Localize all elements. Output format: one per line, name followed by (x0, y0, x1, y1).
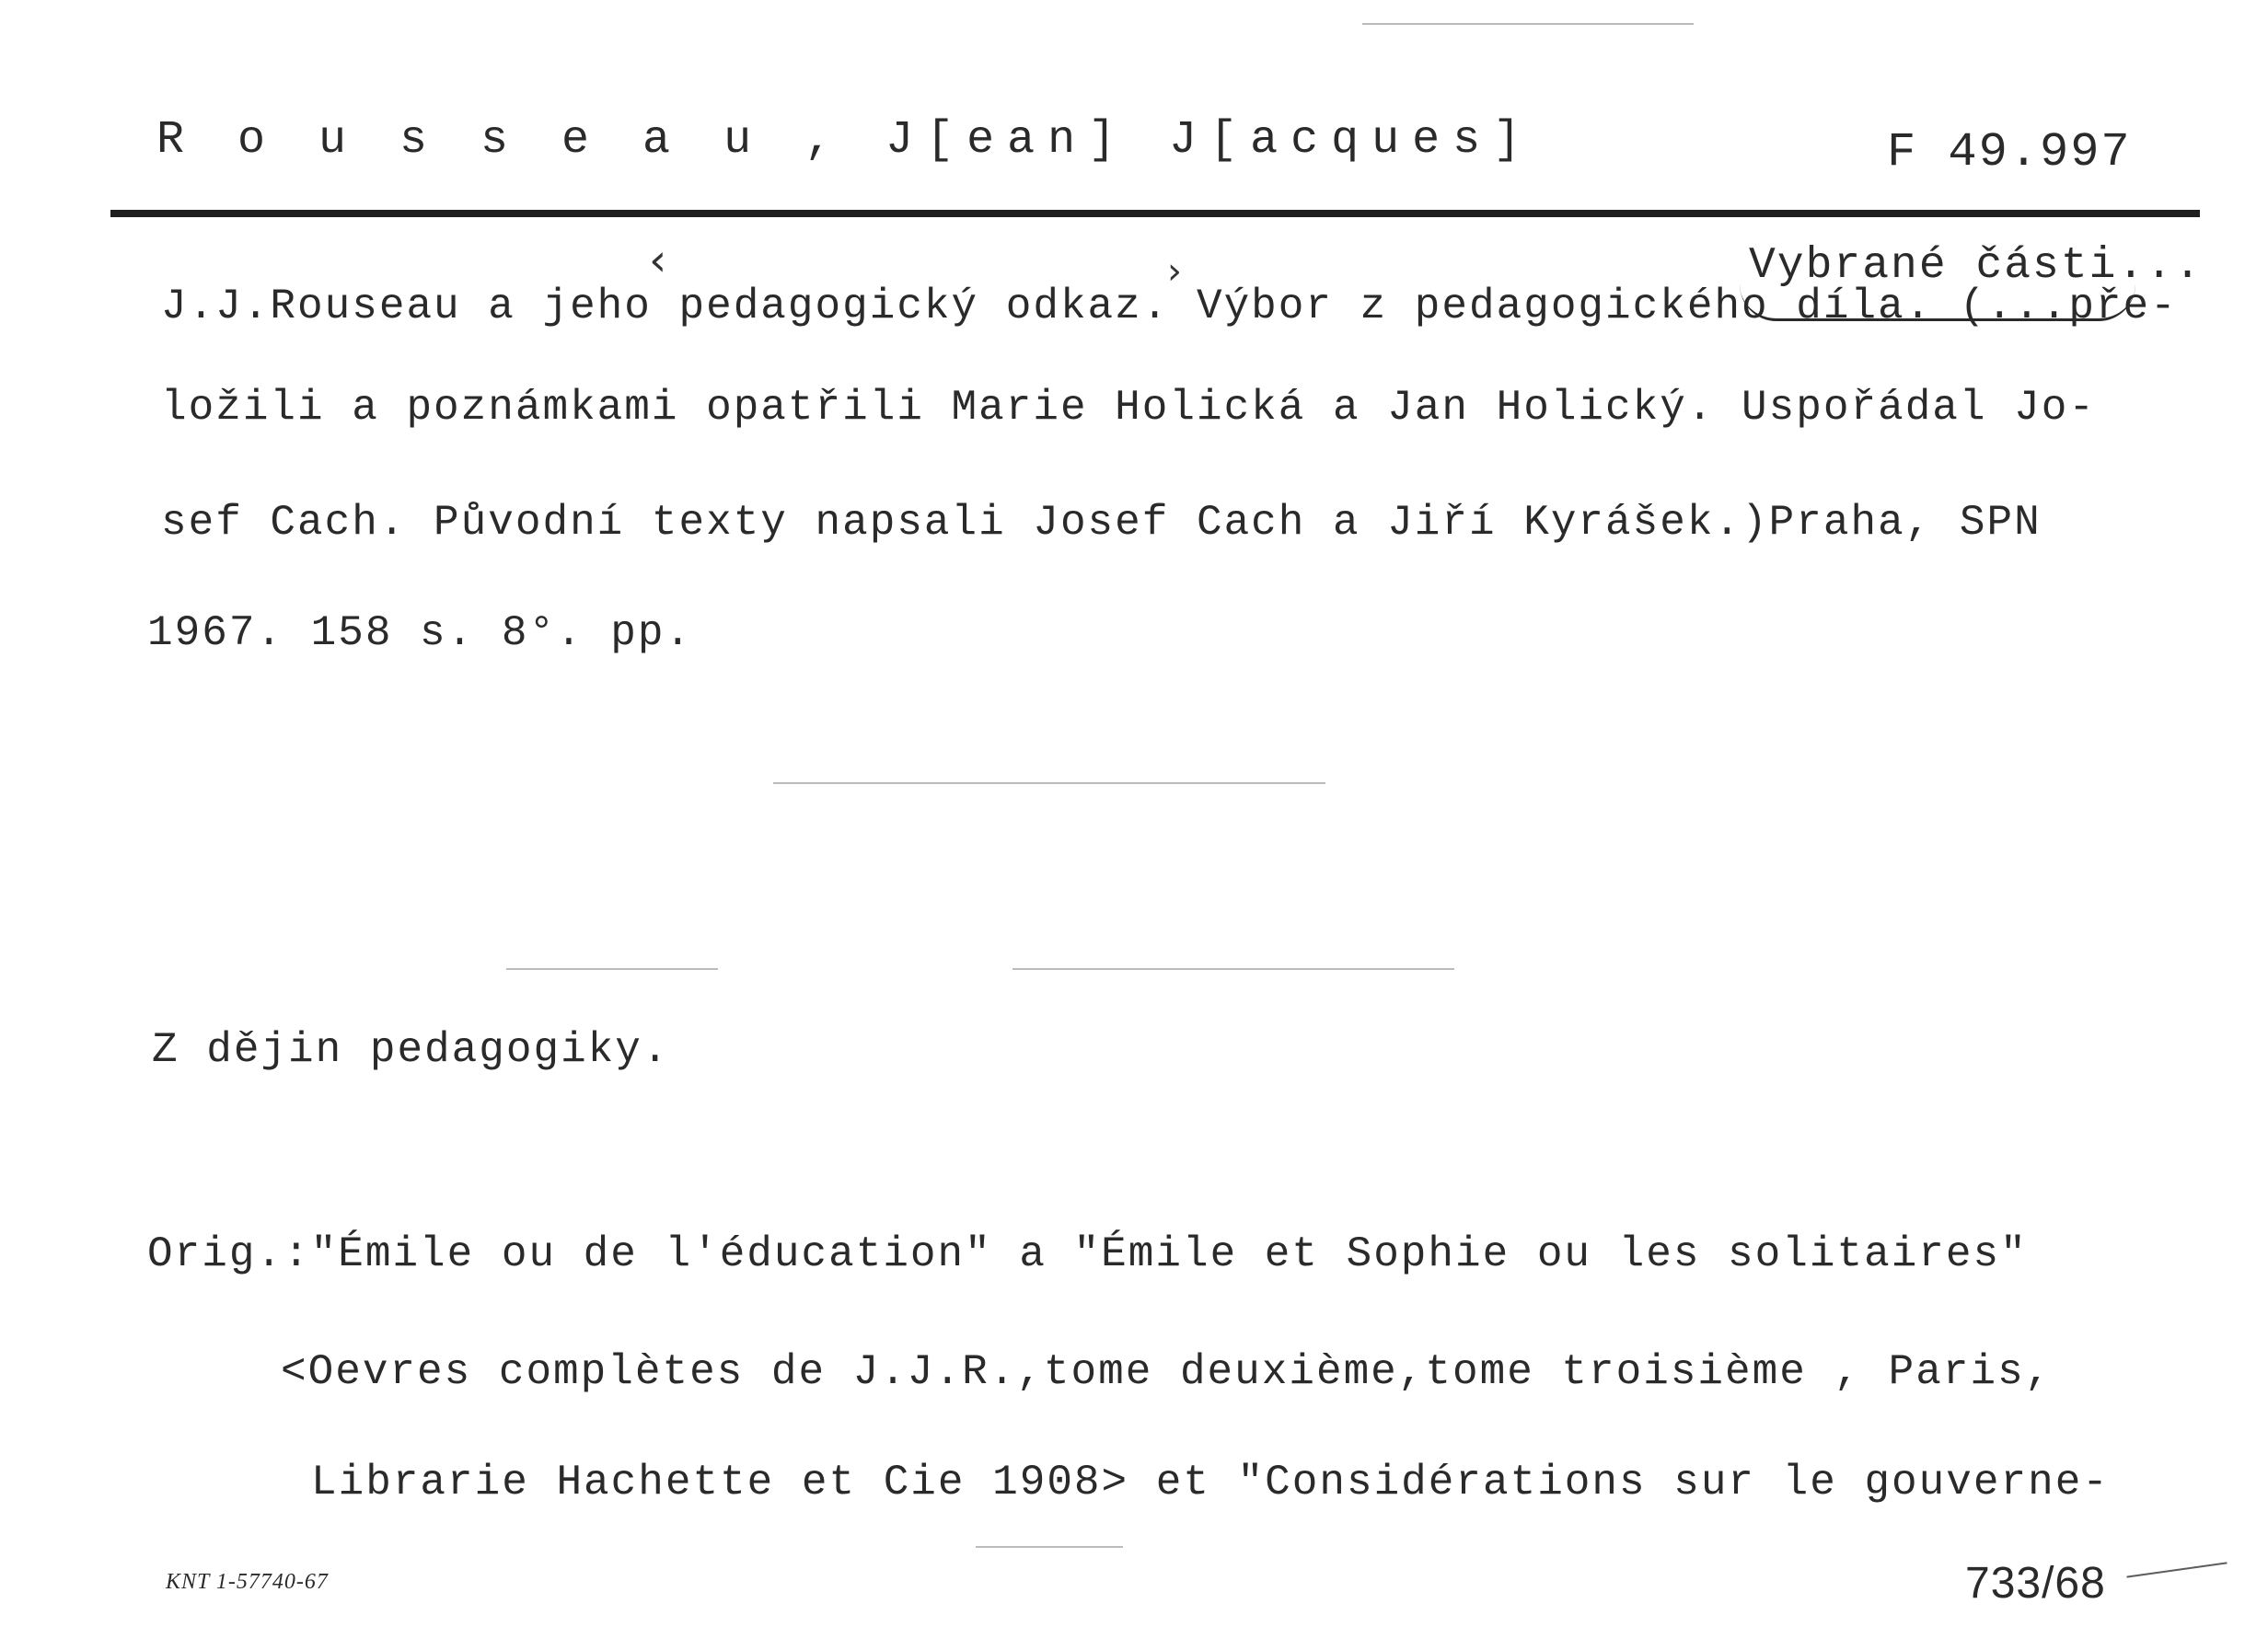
editorial-mark-close: › (1167, 250, 1182, 293)
handwritten-note: Vybrané části... (1749, 241, 2203, 291)
scan-speck (1362, 23, 1694, 25)
scan-speck (506, 968, 718, 970)
original-title-line-2: <Oevres complètes de J.J.R.,tome deuxième,tome troisième , Paris, (281, 1348, 2053, 1396)
accession-number: 733/68 (1965, 1559, 2106, 1608)
print-code: KNT 1-57740-67 (166, 1570, 329, 1594)
author-heading: R o u s s e a u , J[ean] J[acques] (156, 114, 1534, 167)
original-title-line-3: Librarie Hachette et Cie 1908> et "Considérations sur le gouverne- (311, 1459, 2110, 1506)
original-title-line-1: Orig.:"Émile ou de l'éducation" a "Émile et Sophie ou les solitaires" (147, 1230, 2028, 1278)
scan-speck (773, 782, 1325, 784)
editorial-mark-open: ‹ (649, 235, 667, 286)
series-note: Z dějin pedagogiky. (152, 1026, 670, 1074)
heading-rule (110, 210, 2200, 217)
body-line-4: 1967. 158 s. 8°. pp. (147, 609, 693, 657)
scan-speck (976, 1546, 1123, 1548)
scan-speck (1012, 968, 1454, 970)
body-line-3: sef Cach. Původní texty napsali Josef Cach a Jiří Kyrášek.)Praha, SPN (161, 499, 2042, 547)
body-line-2: ložili a poznámkami opatřili Marie Holická a Jan Holický. Uspořádal Jo- (161, 384, 2096, 432)
shelf-mark: F 49.997 (1887, 125, 2132, 179)
footer-pen-stroke (2126, 1562, 2227, 1577)
body-line-1: J.J.Rouseau a jeho pedagogický odkaz. Výbor z pedagogického díla. (...pře- (161, 283, 2178, 330)
